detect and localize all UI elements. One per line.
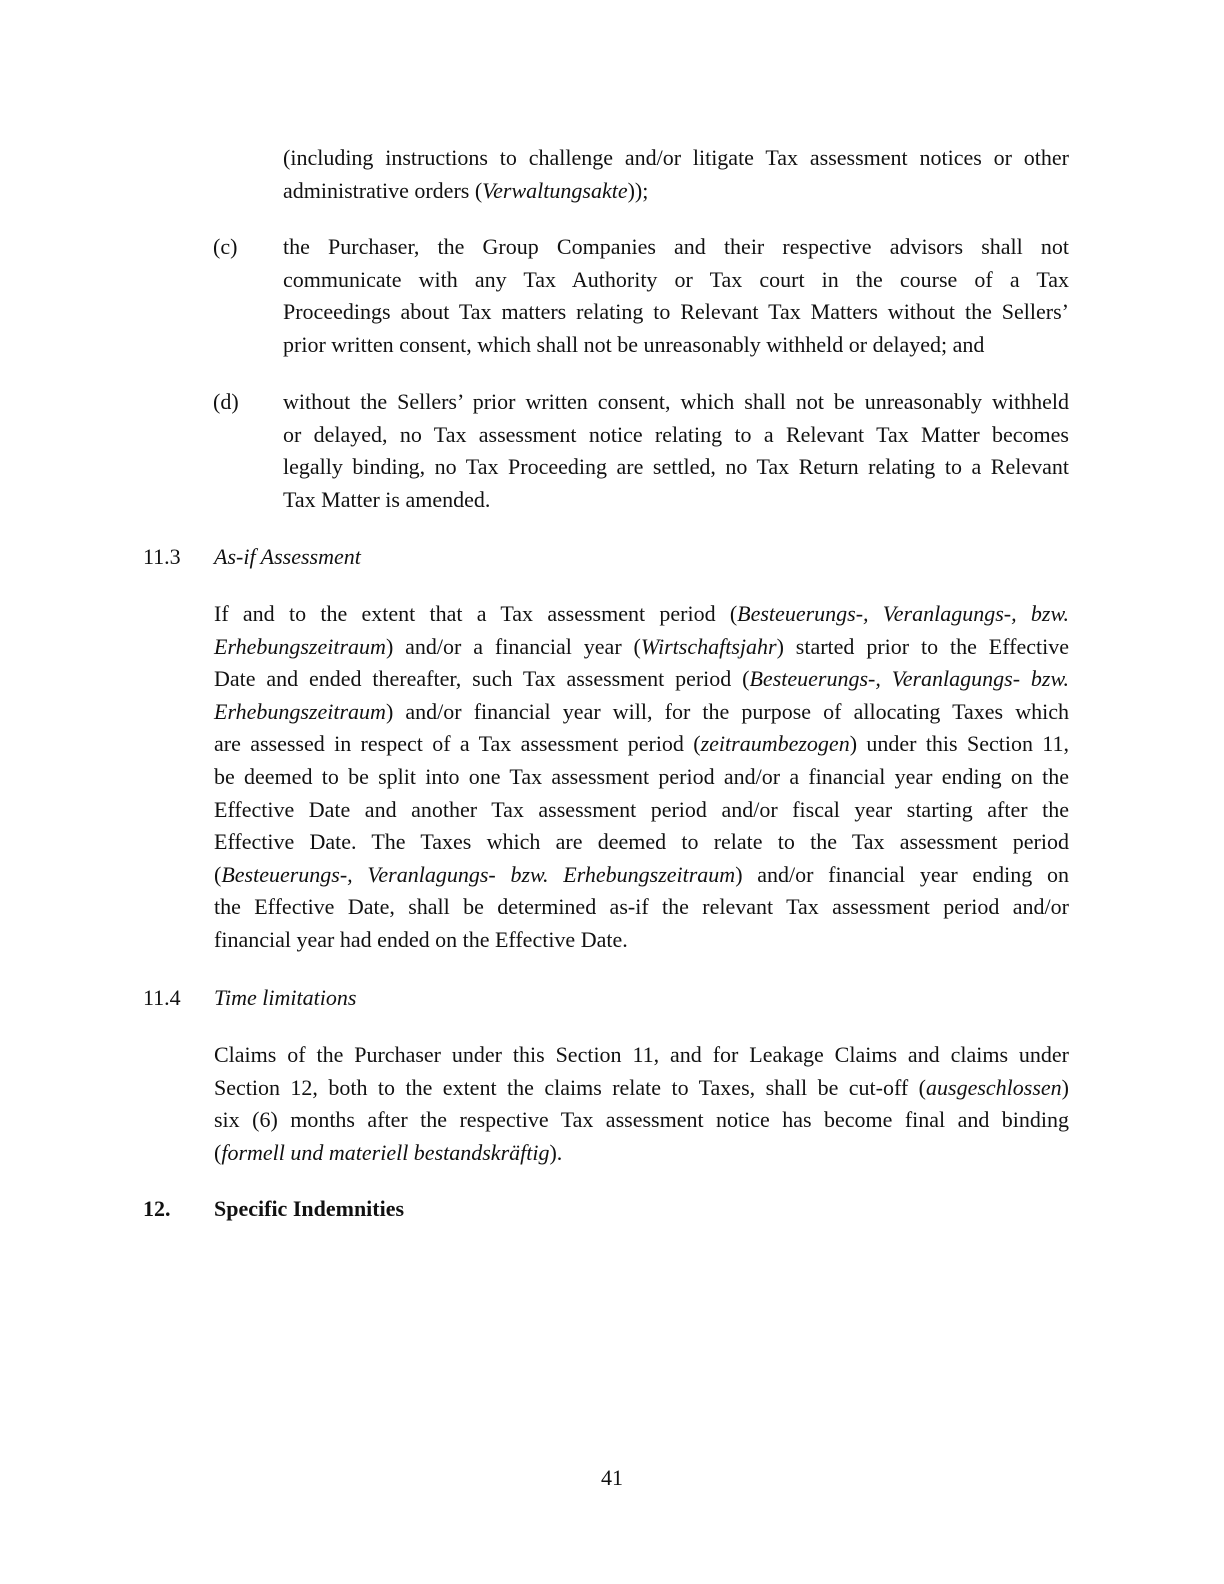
italic-term: Verwaltungsakte	[482, 177, 628, 203]
text-run: ) under this Section 11,	[849, 731, 1069, 757]
text-line	[214, 1072, 1069, 1105]
text-line	[283, 329, 1069, 362]
text-line	[283, 419, 1069, 452]
text-run: Tax Matter is amended.	[283, 486, 491, 512]
text-run: without the Sellers’ prior written consent, which shall not be unreasonably withheld	[283, 389, 1069, 414]
text-line	[214, 696, 1069, 729]
text-line	[214, 794, 1069, 827]
section-11-4-title: Time limitations	[214, 985, 357, 1010]
text-run: be deemed to be split into one Tax assessment period and/or a financial year ending on the	[214, 763, 1069, 789]
italic-term: ausgeschlossen	[926, 1074, 1062, 1100]
section-11-3-number: 11.3	[143, 544, 181, 569]
item-label-c: (c)	[213, 234, 238, 259]
text-run: (	[214, 861, 222, 887]
text-run: the Effective Date, shall be determined as-if the relevant Tax assessment period and/or	[214, 894, 1069, 920]
section-11-3-paragraph	[214, 598, 1069, 957]
text-line	[214, 1137, 1069, 1170]
text-run: If and to the extent that a Tax assessment period (	[214, 601, 738, 626]
item-c-text	[283, 231, 1069, 361]
text-run: six (6) months after the respective Tax assessment notice has become final and binding	[214, 1107, 1069, 1133]
text-run: prior written consent, which shall not be unreasonably withheld or delayed; and	[283, 331, 985, 357]
text-run: )	[1061, 1074, 1069, 1100]
text-line	[283, 296, 1069, 329]
text-run: ) and/or financial year ending on	[735, 861, 1070, 887]
italic-term: formell und materiell bestandskräftig	[221, 1139, 550, 1165]
text-run: or delayed, no Tax assessment notice relating to a Relevant Tax Matter becomes	[283, 421, 1069, 447]
text-run: the Purchaser, the Group Companies and their respective advisors shall not	[283, 234, 1069, 259]
text-line	[214, 728, 1069, 761]
italic-term: Wirtschaftsjahr	[640, 633, 777, 659]
section-11-4-number: 11.4	[143, 985, 181, 1010]
text-line	[214, 826, 1069, 859]
text-run: Proceedings about Tax matters relating to Relevant Tax Matters without the Sellers’	[283, 299, 1069, 325]
text-run: Section 12, both to the extent the claims relate to Taxes, shall be cut-off (	[214, 1074, 927, 1100]
section-11-3-title: As-if Assessment	[214, 544, 361, 569]
continuation-paragraph	[283, 142, 1069, 207]
italic-term: zeitraumbezogen	[700, 731, 850, 757]
text-line	[214, 1039, 1069, 1072]
text-run: Claims of the Purchaser under this Section 11, and for Leakage Claims and claims under	[214, 1042, 1069, 1067]
italic-term: Erhebungszeitraum	[214, 698, 386, 724]
page-number: 41	[601, 1465, 623, 1490]
text-run: Date and ended thereafter, such Tax assessment period (	[214, 666, 750, 692]
italic-term: Besteuerungs-, Veranlagungs-, bzw.	[737, 601, 1069, 626]
section-12-number: 12.	[143, 1196, 171, 1221]
text-run: Effective Date and another Tax assessment period and/or fiscal year starting after the	[214, 796, 1069, 822]
text-run: administrative orders (	[283, 177, 483, 203]
section-11-4-paragraph	[214, 1039, 1069, 1169]
text-line	[214, 891, 1069, 924]
text-line	[214, 663, 1069, 696]
text-run: are assessed in respect of a Tax assessment period (	[214, 731, 701, 757]
section-12-title: Specific Indemnities	[214, 1196, 405, 1221]
text-line	[214, 1104, 1069, 1137]
text-line	[214, 631, 1069, 664]
text-line	[283, 484, 1069, 517]
text-run: ).	[549, 1139, 563, 1165]
text-run: ) started prior to the Effective	[776, 633, 1069, 659]
text-run: ) and/or a financial year (	[385, 633, 641, 659]
text-run: ) and/or financial year will, for the purpose of allocating Taxes which	[385, 698, 1069, 724]
item-label-d: (d)	[213, 389, 239, 414]
item-d-text	[283, 386, 1069, 516]
text-line	[283, 175, 1069, 208]
text-run: (	[214, 1139, 222, 1165]
text-line	[214, 924, 1069, 957]
text-run: (including instructions to challenge and/or litigate Tax assessment notices or other	[283, 145, 1069, 170]
text-line	[283, 231, 1069, 264]
italic-term: Besteuerungs-, Veranlagungs- bzw.	[749, 666, 1069, 692]
text-line	[214, 598, 1069, 631]
text-line	[214, 859, 1069, 892]
italic-term: Erhebungszeitraum	[214, 633, 386, 659]
text-line	[283, 451, 1069, 484]
text-run: ));	[627, 177, 649, 203]
text-line	[283, 142, 1069, 175]
text-run: legally binding, no Tax Proceeding are settled, no Tax Return relating to a Relevant	[283, 454, 1069, 480]
text-run: financial year had ended on the Effective Date.	[214, 926, 628, 952]
text-line	[214, 761, 1069, 794]
text-line	[283, 264, 1069, 297]
text-run: communicate with any Tax Authority or Tax court in the course of a Tax	[283, 266, 1069, 292]
text-line	[283, 386, 1069, 419]
text-run: Effective Date. The Taxes which are deemed to relate to the Tax assessment period	[214, 829, 1069, 855]
italic-term: Besteuerungs-, Veranlagungs- bzw. Erhebungszeitraum	[221, 861, 736, 887]
